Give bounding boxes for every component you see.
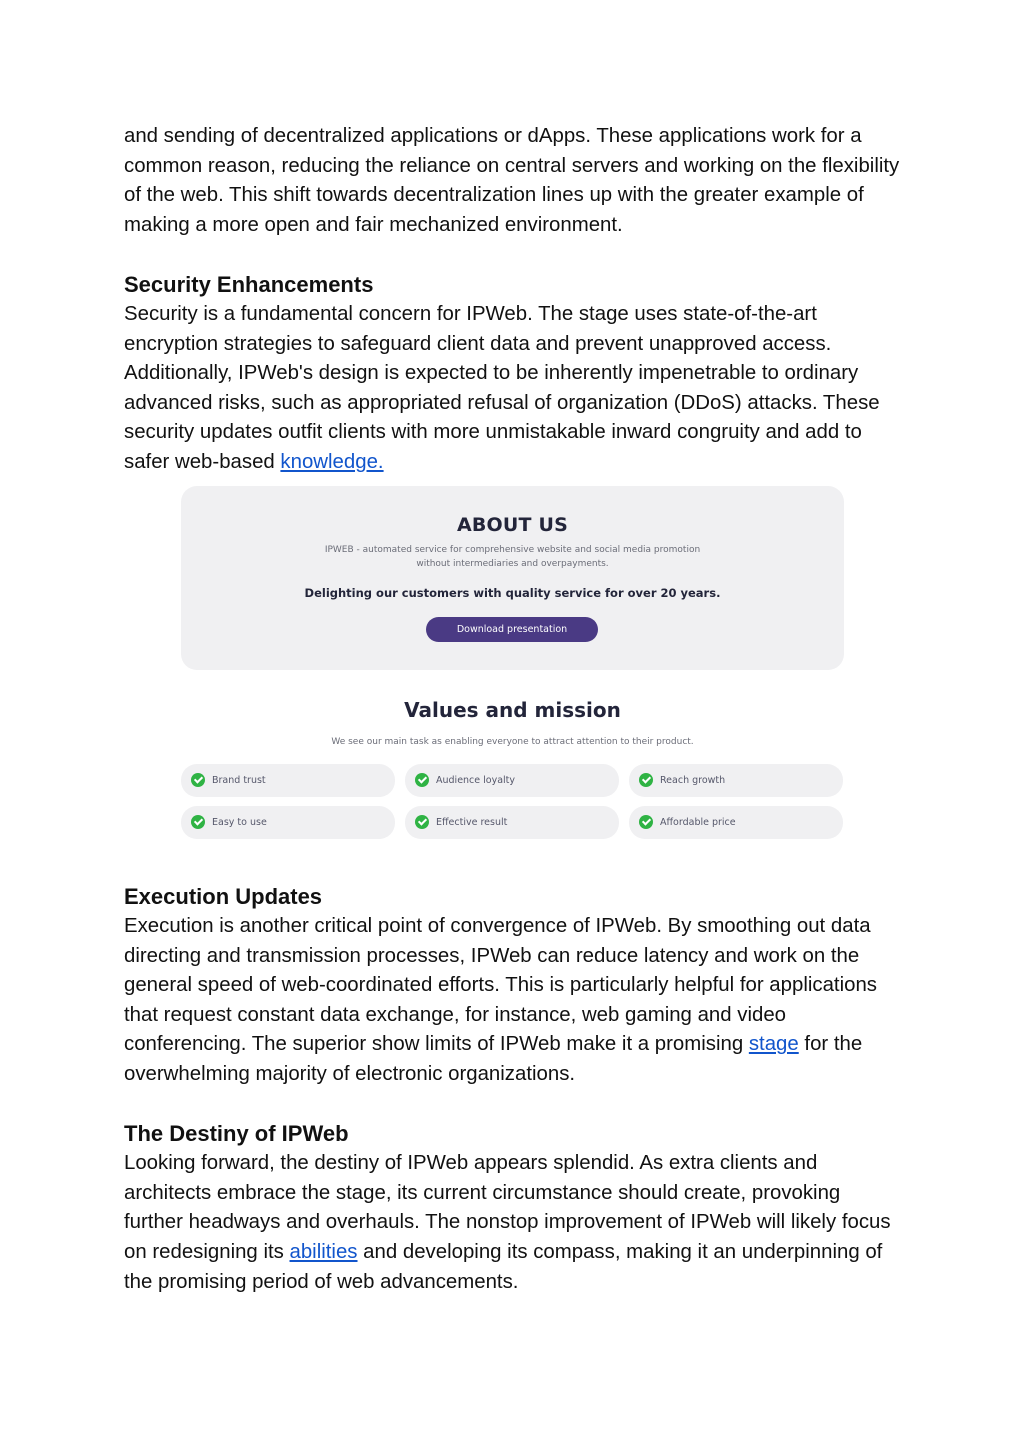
value-label: Brand trust bbox=[212, 775, 266, 786]
values-subtitle: We see our main task as enabling everyone to attract attention to their product. bbox=[331, 737, 694, 747]
check-icon bbox=[415, 773, 429, 787]
destiny-text: Looking forward, the destiny of IPWeb appears splendid. As extra clients and architects embrace the stage, its current circumstance should create, provoking further headways and overhauls. The nonstop improvement of IPWeb will likely focus on redesigning its bbox=[124, 1152, 891, 1263]
abilities-link[interactable]: abilities bbox=[289, 1240, 358, 1263]
about-title: ABOUT US bbox=[456, 514, 569, 536]
check-icon bbox=[191, 815, 205, 829]
value-pill-brand-trust bbox=[181, 764, 395, 797]
embedded-screenshot bbox=[181, 486, 844, 842]
value-label: Affordable price bbox=[660, 817, 736, 828]
check-icon bbox=[191, 773, 205, 787]
security-paragraph bbox=[124, 300, 904, 478]
knowledge-link[interactable]: knowledge. bbox=[280, 450, 384, 473]
value-label: Effective result bbox=[436, 817, 508, 828]
destiny-paragraph bbox=[124, 1149, 904, 1297]
value-pill-easy-to-use bbox=[181, 806, 395, 839]
download-presentation-button[interactable]: Download presentation bbox=[426, 617, 598, 642]
execution-text-end: for the overwhelming majority of electronic organizations. bbox=[124, 1033, 863, 1085]
value-pill-reach-growth bbox=[629, 764, 843, 797]
about-subtitle-line: IPWEB - automated service for comprehensive website and social media promotion bbox=[324, 545, 701, 555]
destiny-heading: The Destiny of IPWeb bbox=[124, 1121, 349, 1147]
check-icon bbox=[639, 773, 653, 787]
values-title: Values and mission bbox=[404, 698, 621, 722]
about-card bbox=[181, 486, 844, 670]
value-pill-affordable-price bbox=[629, 806, 843, 839]
about-subtitle bbox=[291, 543, 734, 571]
stage-link[interactable]: stage bbox=[748, 1033, 799, 1056]
security-text: Security is a fundamental concern for IPWeb. The stage uses state-of-the-art encryption strategies to safeguard client data and prevent unapproved access. Additionally, IPWeb's design is expected to be inherently impenetrable to ordinary advanced risks, such as appropriated refusal of organization (DDoS) attacks. These security updates outfit clients with more unmistakable inward congruity and add to safer web-based bbox=[124, 302, 880, 473]
check-icon bbox=[415, 815, 429, 829]
value-pill-audience-loyalty bbox=[405, 764, 619, 797]
document-body bbox=[124, 122, 904, 478]
security-heading: Security Enhancements bbox=[124, 271, 374, 297]
intro-paragraph: and sending of decentralized applications or dApps. These applications work for a common reason, reducing the reliance on central servers and working on the flexibility of the web. This shift towards decentralization lines up with the greater example of making a more open and fair mechanized environment. bbox=[124, 125, 900, 236]
value-label: Audience loyalty bbox=[436, 775, 516, 786]
check-icon bbox=[639, 815, 653, 829]
destiny-text-end: and developing its compass, making it an underpinning of the promising period of web advancements. bbox=[124, 1240, 883, 1293]
about-tagline: Delighting our customers with quality service for over 20 years. bbox=[304, 586, 721, 600]
about-subtitle-line: without intermediaries and overpayments. bbox=[416, 559, 609, 569]
value-pill-effective-result bbox=[405, 806, 619, 839]
execution-heading: Execution Updates bbox=[124, 884, 323, 909]
value-label: Reach growth bbox=[660, 775, 726, 786]
value-label: Easy to use bbox=[212, 817, 267, 828]
document-body-continued bbox=[124, 882, 904, 1297]
execution-text: Execution is another critical point of convergence of IPWeb. By smoothing out data directing and transmission processes, IPWeb can reduce latency and work on the general speed of web-coordinated efforts. This is particularly helpful for applications that request constant data exchange, for instance, web gaming and video conferencing. The superior show limits of IPWeb make it a promising bbox=[124, 915, 877, 1056]
execution-paragraph bbox=[124, 912, 904, 1090]
